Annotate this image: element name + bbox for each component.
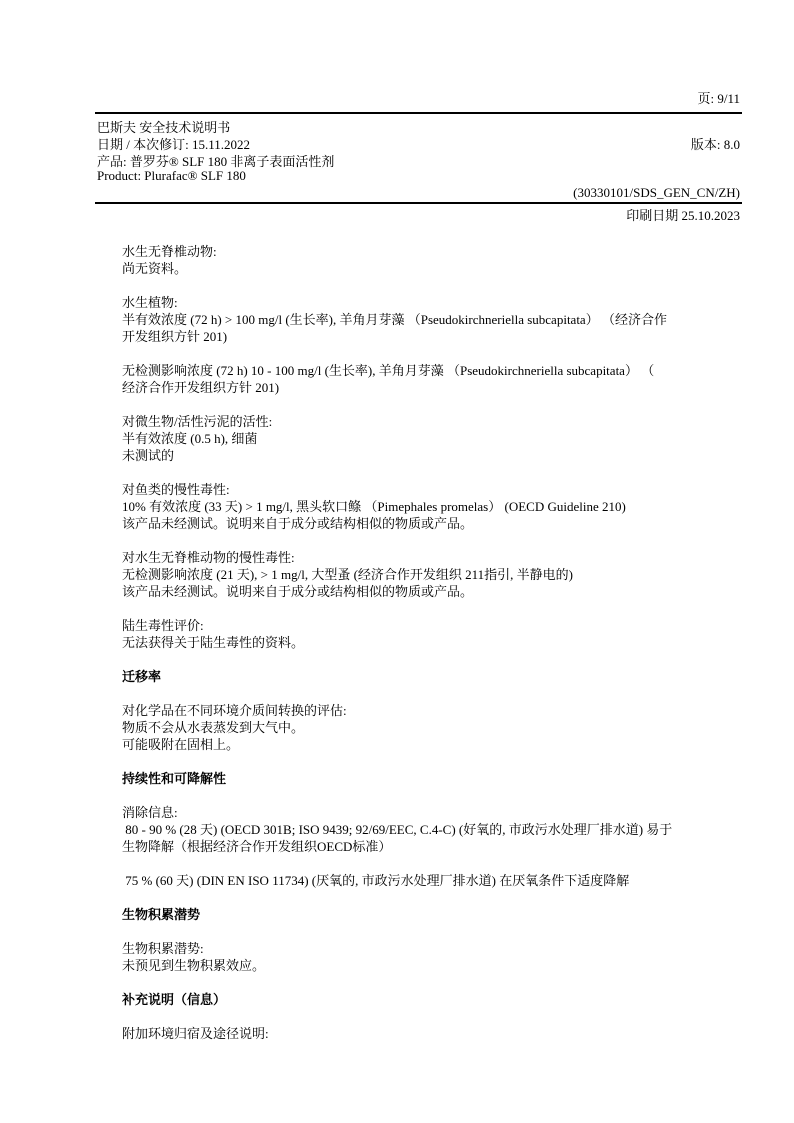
text-line: 对微生物/活性污泥的活性: xyxy=(122,414,273,429)
blank-line xyxy=(122,787,762,804)
product-name-en: Product: Plurafac® SLF 180 xyxy=(97,168,246,183)
text-line: 10% 有效浓度 (33 天) > 1 mg/l, 黑头软口鲦 （Pimephales promelas） (OECD Guideline 210) xyxy=(122,499,626,514)
text-line: 无检测影响浓度 (21 天), > 1 mg/l, 大型蚤 (经济合作开发组织 211指引, 半静电的) xyxy=(122,567,574,582)
blank-line xyxy=(122,889,762,906)
blank-line xyxy=(122,974,762,991)
text-line: 尚无资料。 xyxy=(122,261,188,276)
text-line: 未预见到生物积累效应。 xyxy=(122,958,266,973)
section-heading: 生物积累潜势 xyxy=(122,907,201,922)
blank-line xyxy=(122,685,762,702)
print-date: 印刷日期 25.10.2023 xyxy=(626,208,740,223)
text-line: 生物积累潜势: xyxy=(122,941,204,956)
header-rule-bottom xyxy=(95,202,742,204)
section-heading: 补充说明（信息） xyxy=(122,992,227,1007)
blank-line xyxy=(122,1008,762,1025)
text-line: 半有效浓度 (72 h) > 100 mg/l (生长率), 羊角月芽藻 （Pseudokirchneriella subcapitata） （经济合作 xyxy=(122,312,667,327)
blank-line xyxy=(122,855,762,872)
document-body xyxy=(122,243,762,1042)
section-heading: 迁移率 xyxy=(122,669,162,684)
version-label: 版本: 8.0 xyxy=(690,137,740,152)
text-line: 消除信息: xyxy=(122,805,178,820)
blank-line xyxy=(122,600,762,617)
page-number: 页: 9/11 xyxy=(697,91,740,106)
blank-line xyxy=(122,345,762,362)
text-line: 物质不会从水表蒸发到大气中。 xyxy=(122,720,305,735)
revision-date: 日期 / 本次修订: 15.11.2022 xyxy=(97,137,250,152)
product-name-zh: 产品: 普罗芬® SLF 180 非离子表面活性剂 xyxy=(97,154,335,169)
text-line: 开发组织方针 201) xyxy=(122,329,228,344)
blank-line xyxy=(122,396,762,413)
text-line: 陆生毒性评价: xyxy=(122,618,204,633)
text-line: 无法获得关于陆生毒性的资料。 xyxy=(122,635,305,650)
text-line: 对化学品在不同环境介质间转换的评估: xyxy=(122,703,347,718)
blank-line xyxy=(122,923,762,940)
text-line: 可能吸附在固相上。 xyxy=(122,737,240,752)
blank-line xyxy=(122,532,762,549)
section-heading: 持续性和可降解性 xyxy=(122,771,227,786)
text-line: 75 % (60 天) (DIN EN ISO 11734) (厌氧的, 市政污水处理厂排水道) 在厌氧条件下适度降解 xyxy=(122,873,630,888)
text-line: 该产品未经测试。说明来自于成分或结构相似的物质或产品。 xyxy=(122,584,474,599)
text-line: 半有效浓度 (0.5 h), 细菌 xyxy=(122,431,258,446)
text-line: 该产品未经测试。说明来自于成分或结构相似的物质或产品。 xyxy=(122,516,474,531)
blank-line xyxy=(122,651,762,668)
header-rule-top xyxy=(95,112,742,114)
text-line: 对鱼类的慢性毒性: xyxy=(122,482,230,497)
company-doc-title: 巴斯夫 安全技术说明书 xyxy=(97,120,231,135)
text-line: 附加环境归宿及途径说明: xyxy=(122,1026,269,1041)
blank-line xyxy=(122,464,762,481)
text-line: 生物降解（根据经济合作开发组织OECD标准） xyxy=(122,839,392,854)
text-line: 对水生无脊椎动物的慢性毒性: xyxy=(122,550,295,565)
text-line: 经济合作开发组织方针 201) xyxy=(122,380,280,395)
text-line: 80 - 90 % (28 天) (OECD 301B; ISO 9439; 92/69/EEC, C.4-C) (好氧的, 市政污水处理厂排水道) 易于 xyxy=(122,822,673,837)
text-line: 未测试的 xyxy=(122,448,175,463)
blank-line xyxy=(122,753,762,770)
document-id: (30330101/SDS_GEN_CN/ZH) xyxy=(573,185,740,200)
blank-line xyxy=(122,277,762,294)
text-line: 水生植物: xyxy=(122,295,178,310)
text-line: 无检测影响浓度 (72 h) 10 - 100 mg/l (生长率), 羊角月芽藻 （Pseudokirchneriella subcapitata） （ xyxy=(122,363,655,378)
text-line: 水生无脊椎动物: xyxy=(122,244,217,259)
